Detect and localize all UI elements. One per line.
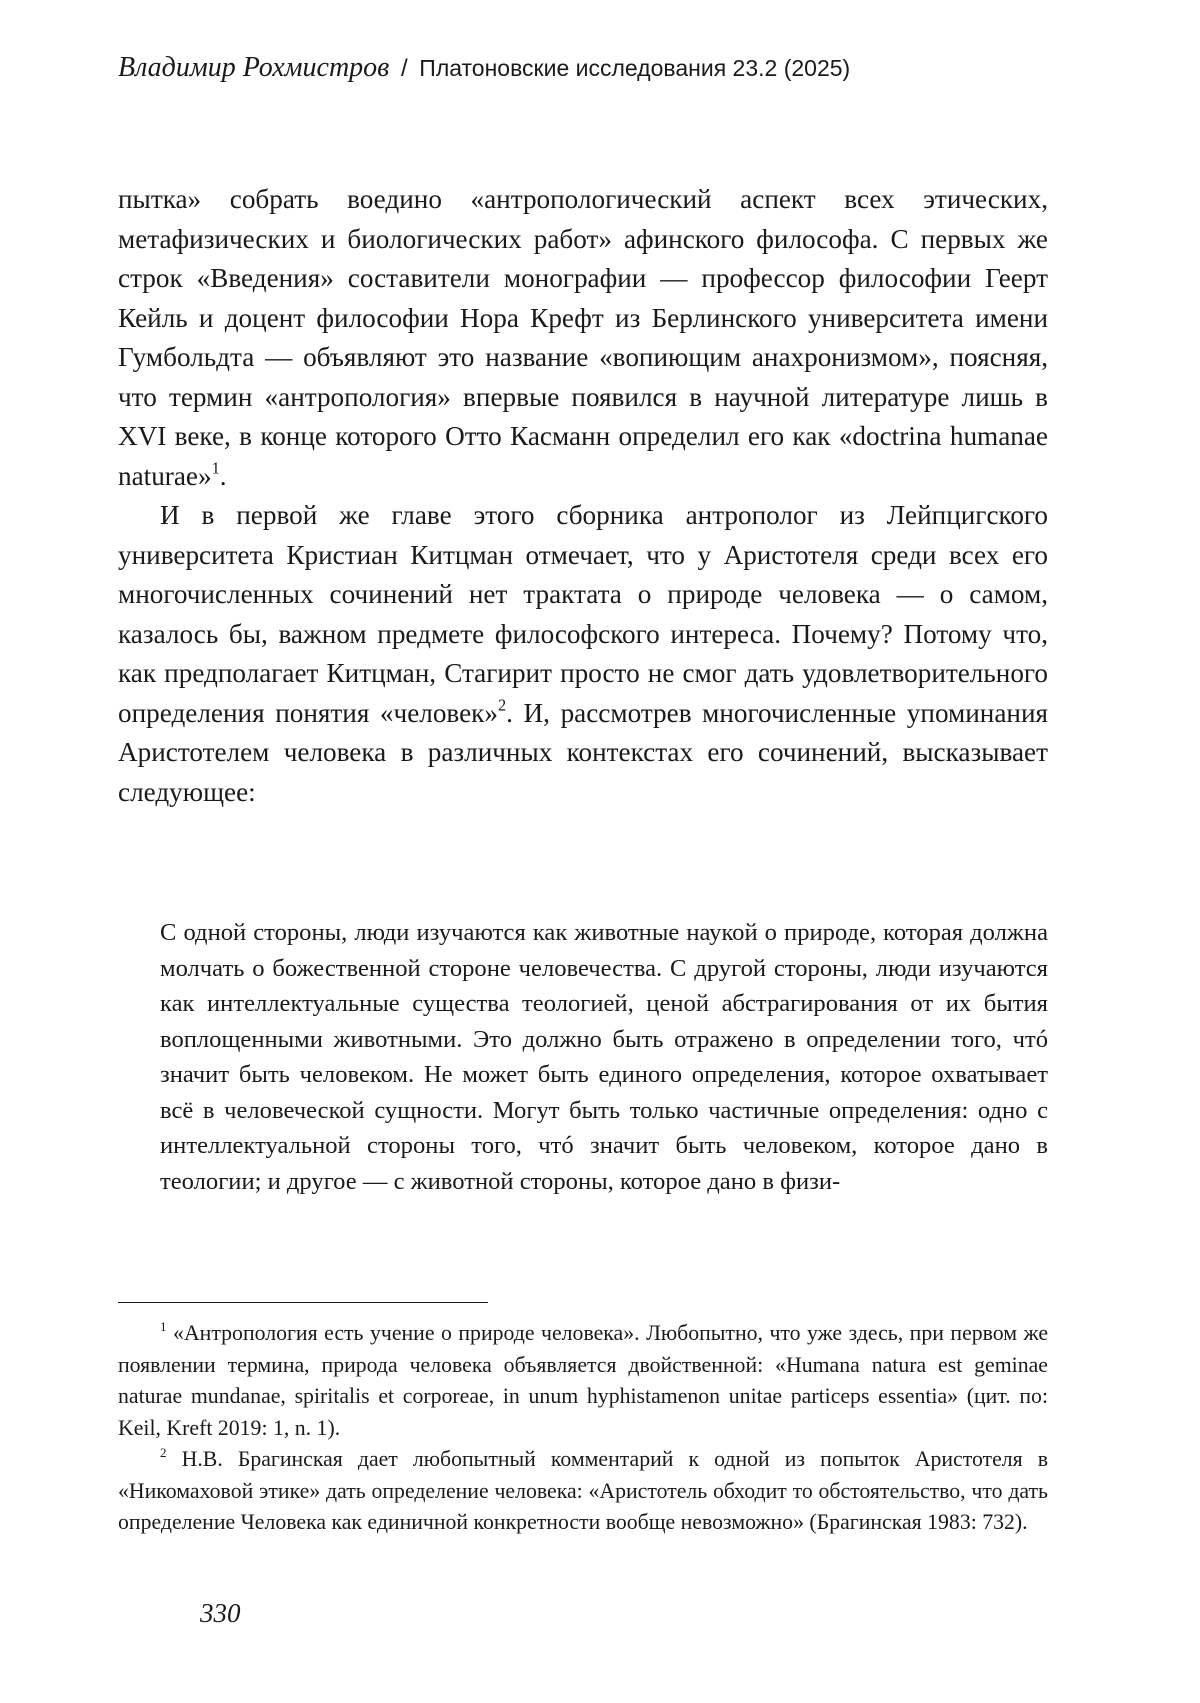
paragraph-1-text: пытка» собрать воедино «антропологический аспект всех этических, метафизических и биологических работ» афинского философа. С первых же строк «Введения» составители монографии — профессор философии Геерт Кейль и доцент философии Нора Крефт из Берлинского университета имени Гумбольдта — объявляют это название «вопиющим анахронизмом», поясняя, что термин «антропология» впервые появился в научной литературе лишь в XVI веке, в конце которого Отто Касманн определил его как «doctrina humanae naturae» xyxy=(118,184,1048,491)
paragraph-2-text-a: И в первой же главе этого сборника антрополог из Лейпцигского университета Кристиан Китцман отмечает, что у Аристотеля среди всех его многочисленных сочинений нет трактата о природе человека — о самом, казалось бы, важном предмете философского интереса. Почему? Потому что, как предполагает Китцман, Стагирит просто не смог дать удовлетворительного определения понятия «человек» xyxy=(118,500,1048,728)
footnote-ref-2[interactable]: 2 xyxy=(497,695,507,715)
main-text xyxy=(118,180,1048,812)
footnote-1 xyxy=(118,1318,1048,1444)
footnote-2-number: 2 xyxy=(160,1444,167,1460)
footnote-ref-1[interactable]: 1 xyxy=(211,458,220,478)
block-quote: С одной стороны, люди изучаются как животные наукой о природе, которая должна молчать о божественной стороне человечества. С другой стороны, люди изучаются как интеллектуальные существа теологией, ценой абстрагирования от их бытия воплощенными животными. Это должно быть отражено в определении того, чтó значит быть человеком. Не может быть единого определения, которое охватывает всё в человеческой сущности. Могут быть только частичные определения: одно с интеллектуальной стороны того, чтó значит быть человеком, которое дано в теологии; и другое — с животной стороны, которое дано в физи- xyxy=(160,919,1048,1195)
footnote-divider xyxy=(118,1302,488,1303)
footnote-1-number: 1 xyxy=(160,1318,167,1334)
paragraph-1 xyxy=(118,180,1048,496)
header-separator: / xyxy=(400,55,408,82)
paragraph-2-text-b: . И, рассмотрев многочисленные упоминания Аристотелем человека в различных контекстах его сочинений, высказывает следующее: xyxy=(118,697,1049,807)
footnotes xyxy=(118,1318,1048,1539)
running-head xyxy=(118,52,850,85)
footnote-2 xyxy=(118,1444,1048,1539)
page-number: 330 xyxy=(200,1598,241,1628)
paragraph-1-end: . xyxy=(219,460,227,491)
header-journal: Платоновские исследования 23.2 (2025) xyxy=(419,55,851,81)
header-author: Владимир Рохмистров xyxy=(118,52,390,83)
paragraph-2 xyxy=(118,496,1048,812)
footnote-1-text: «Антропология есть учение о природе человека». Любопытно, что уже здесь, при первом же появлении термина, природа человека объявляется двойственной: «Humana natura est geminae naturae mundanae, spiritalis et corporeae, in unum hyphistamenon unitae particeps essentia» (цит. по: Keil, Kreft 2019: 1, n. 1). xyxy=(118,1321,1049,1440)
footnote-2-text: Н.В. Брагинская дает любопытный комментарий к одной из попыток Аристотеля в «Никомаховой этике» дать определение человека: «Аристотель обходит то обстоятельство, что дать определение Человека как единичной конкретности вообще невозможно» (Брагинская 1983: 732). xyxy=(118,1447,1048,1534)
